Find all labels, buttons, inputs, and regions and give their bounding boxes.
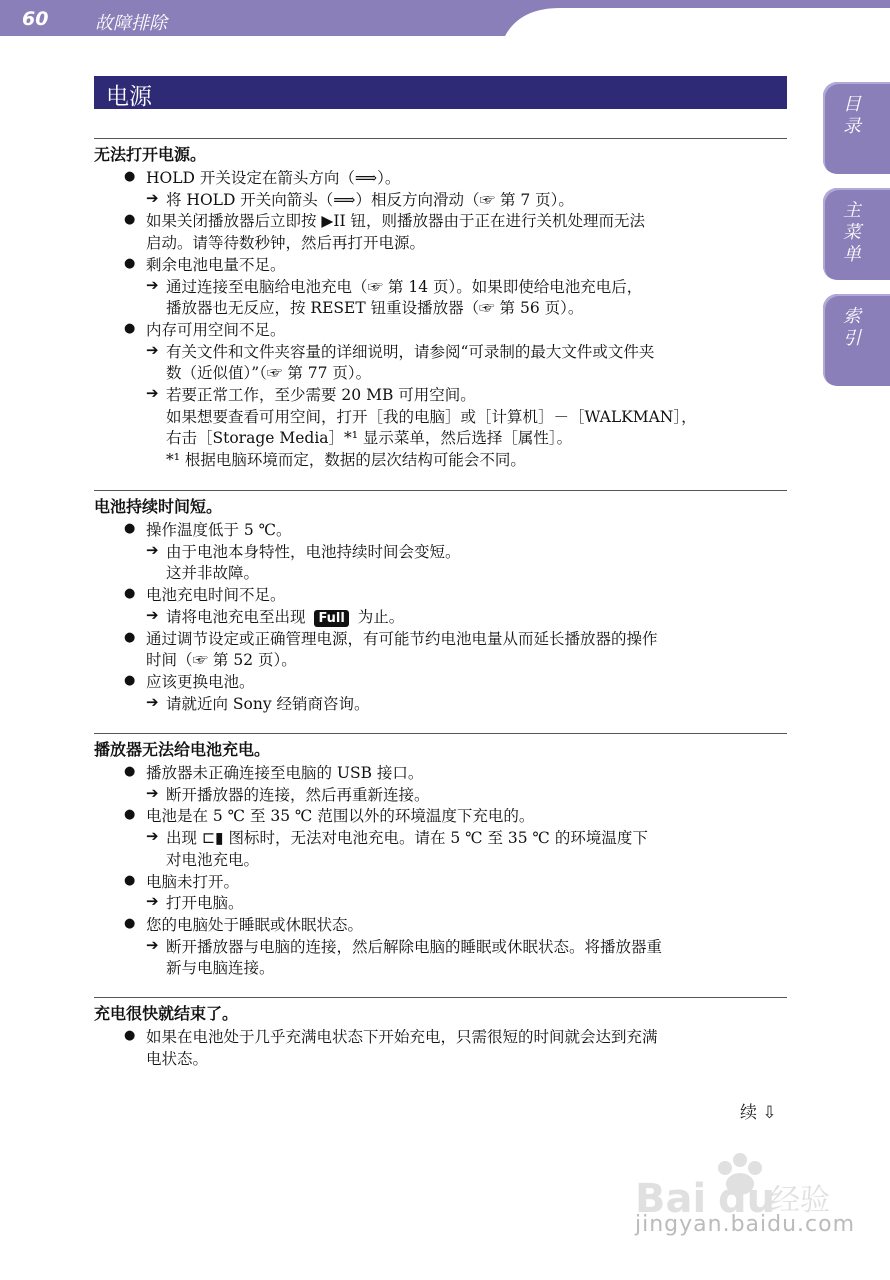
body-line: 若要正常工作，至少需要 20 MB 可用空间。 [166, 386, 476, 404]
body-line: 如果关闭播放器后立即按 ▶II 钮，则播放器由于正在进行关机处理而无法 [146, 212, 646, 231]
arrow-icon: ➔ [146, 605, 159, 624]
body-line: 出现 ⊏▮ 图标时，无法对电池充电。请在 5 ℃ 至 35 ℃ 的环境温度下 [166, 829, 648, 848]
svg-text:du: du [718, 1176, 776, 1222]
body-line: 时间（☞ 第 52 页）。 [146, 651, 297, 670]
arrow-icon: ➔ [146, 384, 159, 402]
tab-index[interactable]: 索引 [823, 294, 890, 386]
body-line: 将 HOLD 开关向箭头（⟹）相反方向滑动（☞ 第 7 页）。 [166, 190, 574, 209]
arrow-icon: ➔ [146, 340, 159, 359]
body-line: 通过调节设定或正确管理电源，有可能节约电池电量从而延长播放器的操作 [146, 629, 658, 648]
issue-title: 电池持续时间短。 [94, 497, 223, 516]
svg-text:经验: 经验 [770, 1183, 830, 1218]
bullet-icon: ● [124, 212, 136, 228]
arrow-icon: ➔ [146, 188, 159, 207]
body-line: 操作温度低于 5 ℃。 [146, 521, 292, 539]
section-title: 电源 [106, 84, 152, 110]
body-line: 数（近似值）”（☞ 第 77 页）。 [166, 364, 372, 383]
section-title-bar [94, 76, 787, 109]
body-line: 请就近向 Sony 经销商咨询。 [166, 694, 370, 713]
watermark-url: jingyan.baidu.com [635, 1212, 856, 1237]
body-line: 剩余电池电量不足。 [146, 255, 286, 274]
body-line: 这并非故障。 [166, 564, 260, 583]
issue-title: 充电很快就结束了。 [94, 1004, 239, 1023]
body-line: HOLD 开关设定在箭头方向（⟹）。 [146, 169, 401, 187]
tab-contents[interactable]: 目录 [823, 82, 890, 174]
arrow-icon: ➔ [146, 783, 159, 802]
bullet-icon: ● [124, 169, 136, 184]
page-number: 60 [22, 8, 49, 30]
body-line: 播放器未正确连接至电脑的 USB 接口。 [146, 764, 424, 782]
body-line: 内存可用空间不足。 [146, 320, 286, 339]
body-line: *¹ 根据电脑环境而定，数据的层次结构可能会不同。 [166, 451, 526, 470]
bullet-icon: ● [124, 586, 136, 602]
body-line: 请将电池充电至出现 Full 为止。 [166, 607, 405, 626]
body-line: 断开播放器与电脑的连接，然后解除电脑的睡眠或休眠状态。将播放器重 [166, 937, 663, 956]
issue-block [94, 490, 787, 713]
body-line: 对电池充电。 [166, 850, 260, 869]
bullet-icon: ● [124, 915, 136, 931]
issue-block [94, 997, 787, 1068]
svg-text:Bai: Bai [635, 1176, 707, 1222]
body-line: 电状态。 [146, 1049, 209, 1068]
bullet-icon: ● [124, 521, 136, 536]
arrow-icon: ➔ [146, 540, 159, 559]
bullet-icon: ● [124, 807, 136, 823]
issue-title: 无法打开电源。 [94, 145, 207, 164]
arrow-icon: ➔ [146, 892, 159, 911]
tab-main-menu[interactable]: 主菜单 [823, 188, 890, 280]
bullet-icon: ● [124, 872, 136, 888]
body-line: 通过连接至电脑给电池充电（☞ 第 14 页）。如果即使给电池充电后， [166, 277, 643, 296]
body-line: 启动。请等待数秒钟，然后再打开电源。 [146, 234, 426, 253]
body-line: 您的电脑处于睡眠或休眠状态。 [146, 915, 364, 934]
body-line: 电脑未打开。 [146, 872, 240, 891]
body-line: 右击［Storage Media］*¹ 显示菜单，然后选择［属性］。 [166, 429, 573, 448]
bullet-icon: ● [124, 255, 136, 271]
body-line: 断开播放器的连接，然后再重新连接。 [166, 785, 430, 804]
arrow-icon: ➔ [146, 935, 159, 954]
body-line: 如果在电池处于几乎充满电状态下开始充电，只需很短的时间就会达到充满 [146, 1028, 658, 1046]
body-line: 由于电池本身特性，电池持续时间会变短。 [166, 542, 461, 561]
body-line: 有关文件和文件夹容量的详细说明，请参阅“可录制的最大文件或文件夹 [166, 342, 655, 361]
body-line: 电池是在 5 ℃ 至 35 ℃ 范围以外的环境温度下充电的。 [146, 807, 535, 826]
body-line: 如果想要查看可用空间，打开［我的电脑］或［计算机］－［WALKMAN］， [166, 407, 697, 426]
bullet-icon: ● [124, 320, 136, 336]
issue-title: 播放器无法给电池充电。 [94, 740, 271, 759]
body-line: 电池充电时间不足。 [146, 586, 286, 605]
body-line: 应该更换电池。 [146, 672, 255, 691]
bullet-icon: ● [124, 1028, 136, 1043]
bullet-icon: ● [124, 672, 136, 688]
chapter-title: 故障排除 [95, 13, 167, 34]
battery-full-icon: Full [314, 610, 348, 627]
body-line: 新与电脑连接。 [166, 959, 275, 978]
arrow-icon: ➔ [146, 827, 159, 846]
body-line: 播放器也无反应，按 RESET 钮重设播放器（☞ 第 56 页）。 [166, 299, 584, 318]
bullet-icon: ● [124, 629, 136, 645]
arrow-icon: ➔ [146, 692, 159, 711]
continued-label[interactable]: 续 ⇩ [740, 1103, 777, 1123]
bullet-icon: ● [124, 764, 136, 779]
issue-block [94, 138, 787, 470]
issue-block [94, 733, 787, 978]
arrow-icon: ➔ [146, 275, 159, 294]
body-line: 打开电脑。 [166, 894, 244, 913]
